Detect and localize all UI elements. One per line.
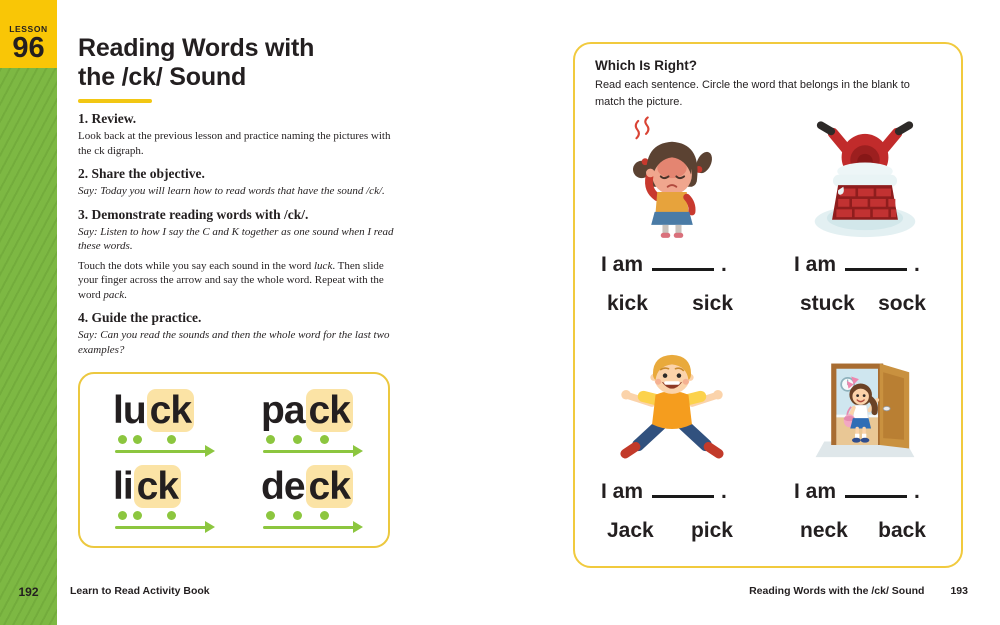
blend-arrow xyxy=(115,450,207,453)
fill-in-sentence: I am . xyxy=(794,253,920,276)
title-underline xyxy=(78,99,152,103)
lesson-number: 96 xyxy=(12,32,45,64)
activity-item-1 xyxy=(575,110,768,337)
sound-dot xyxy=(320,435,329,444)
ck-highlight: ck xyxy=(306,389,353,432)
activity-item-2 xyxy=(768,110,961,337)
step-say-paragraph: Say: Listen to how I say the C and K together as one sound when I read these words. xyxy=(78,225,394,253)
word-card-deck xyxy=(234,460,382,536)
word-option-kick[interactable]: kick xyxy=(607,292,648,315)
lesson-badge xyxy=(0,0,57,68)
sound-dots xyxy=(266,435,329,444)
lesson-label: LESSON xyxy=(9,24,48,34)
page-title-line1: Reading Words with xyxy=(78,34,315,62)
step-guide-practice xyxy=(78,310,402,357)
word-option-pick[interactable]: pick xyxy=(690,519,733,542)
sound-dot xyxy=(118,511,127,520)
step-heading: 1. Review. xyxy=(78,111,137,126)
ck-highlight: ck xyxy=(147,389,194,432)
page-title xyxy=(78,34,402,92)
practice-word-box xyxy=(78,372,390,548)
sound-dot xyxy=(320,511,329,520)
blend-arrow xyxy=(263,526,355,529)
sound-dot xyxy=(133,435,142,444)
sound-dot xyxy=(293,435,302,444)
sound-dot xyxy=(167,511,176,520)
lesson-page xyxy=(78,34,402,362)
answer-blank xyxy=(845,266,907,271)
step-heading: 2. Share the objective. xyxy=(78,166,205,182)
step-share-objective xyxy=(78,166,402,199)
sound-dot xyxy=(133,511,142,520)
answer-blank xyxy=(652,493,714,498)
word-options xyxy=(607,519,733,543)
word-option-neck[interactable]: neck xyxy=(800,519,848,542)
sick-girl-illustration xyxy=(597,110,747,248)
ck-highlight: ck xyxy=(134,465,181,508)
left-page-number: 192 xyxy=(18,585,39,599)
sound-dot xyxy=(118,435,127,444)
step-paragraph: Touch the dots while you say each sound in the word luck. Then slide your finger across the arrow and say the whole word. Repeat with the word pack. xyxy=(78,259,384,301)
fill-in-sentence: I am . xyxy=(601,253,727,276)
answer-blank xyxy=(652,266,714,271)
practice-word: de ck xyxy=(261,467,353,508)
word-card-luck xyxy=(86,384,234,460)
word-option-sock[interactable]: sock xyxy=(878,292,926,315)
word-option-sick[interactable]: sick xyxy=(692,292,733,315)
word-card-lick xyxy=(86,460,234,536)
step-say-paragraph: Say: Can you read the sounds and then the whole word for the last two examples? xyxy=(78,329,390,356)
step-heading: 3. Demonstrate reading words with /ck/. xyxy=(78,206,309,222)
activity-title: Which Is Right? xyxy=(595,58,697,73)
word-options xyxy=(800,519,926,543)
practice-word: pa ck xyxy=(261,391,353,432)
word-options xyxy=(607,292,733,316)
word-option-jack[interactable]: Jack xyxy=(607,519,654,542)
sound-dot xyxy=(266,511,275,520)
activity-box xyxy=(573,42,963,568)
word-option-stuck[interactable]: stuck xyxy=(800,292,855,315)
ck-highlight: ck xyxy=(306,465,353,508)
footer-chapter-title: Reading Words with the /ck/ Sound xyxy=(749,585,925,597)
step-review xyxy=(78,111,402,158)
fill-in-sentence: I am . xyxy=(794,480,920,503)
practice-word: li ck xyxy=(113,467,181,508)
sound-dot xyxy=(293,511,302,520)
step-heading: 4. Guide the practice. xyxy=(78,310,202,326)
sound-dots xyxy=(118,511,176,520)
step-demonstrate xyxy=(78,207,402,303)
girl-at-door-illustration xyxy=(790,337,940,475)
sound-dot xyxy=(266,435,275,444)
page-title-line2: the /ck/ Sound xyxy=(78,63,247,91)
step-say-paragraph: Say: Today you will learn how to read words that have the sound /ck/. xyxy=(78,185,385,198)
word-option-back[interactable]: back xyxy=(878,519,926,542)
activity-instructions: Read each sentence. Circle the word that belongs in the blank to match the picture. xyxy=(595,79,910,108)
activity-grid xyxy=(575,110,961,564)
activity-item-3 xyxy=(575,337,768,564)
blend-arrow xyxy=(115,526,207,529)
word-card-pack xyxy=(234,384,382,460)
jumping-boy-illustration xyxy=(597,337,747,475)
footer-right xyxy=(749,585,968,597)
footer-book-title: Learn to Read Activity Book xyxy=(70,585,210,597)
activity-header xyxy=(575,44,961,110)
sound-dot xyxy=(167,435,176,444)
fill-in-sentence: I am . xyxy=(601,480,727,503)
sound-dots xyxy=(118,435,176,444)
practice-word: lu ck xyxy=(113,391,194,432)
left-edge-strip xyxy=(0,0,57,625)
santa-stuck-in-chimney-illustration xyxy=(790,110,940,248)
step-paragraph: Look back at the previous lesson and practice naming the pictures with the ck digraph. xyxy=(78,130,391,157)
blend-arrow xyxy=(263,450,355,453)
right-page-number: 193 xyxy=(950,585,968,597)
activity-item-4 xyxy=(768,337,961,564)
word-options xyxy=(800,292,926,316)
sound-dots xyxy=(266,511,329,520)
answer-blank xyxy=(845,493,907,498)
